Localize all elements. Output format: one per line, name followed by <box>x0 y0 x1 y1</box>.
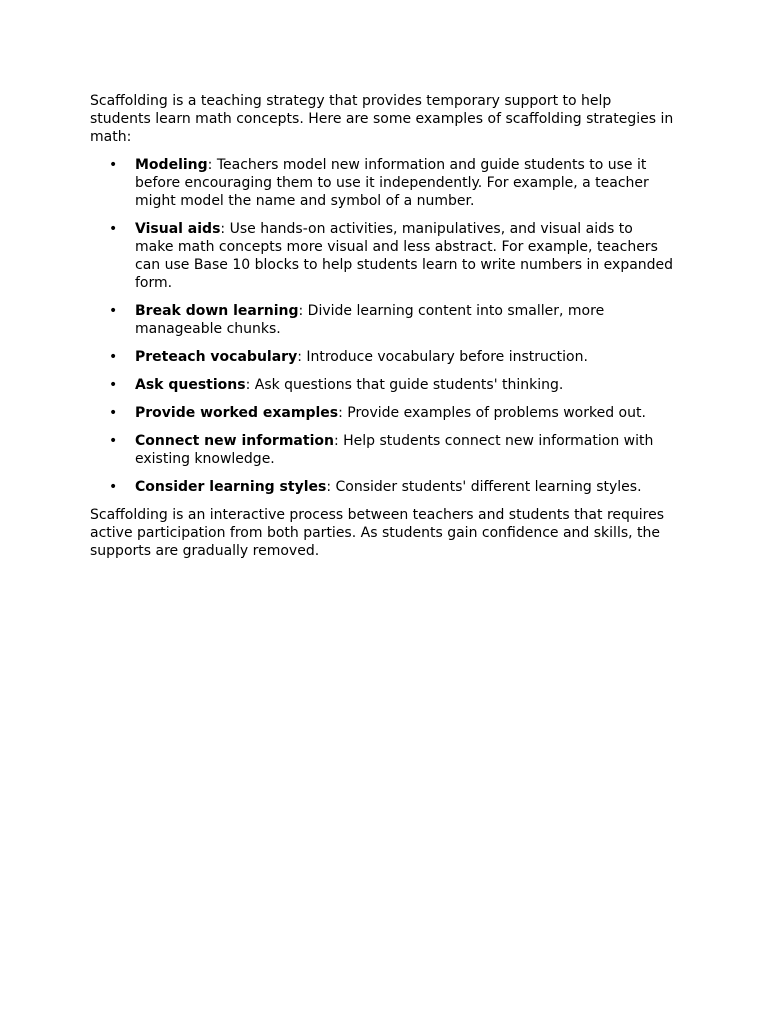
conclusion-paragraph: Scaffolding is an interactive process between teachers and students that requires active participation from both parties. As students gain confidence and skills, the supports are gradually removed. <box>90 507 665 559</box>
strategy-description: : Help students connect new information with existing knowledge. <box>135 433 654 467</box>
list-item <box>90 156 674 210</box>
strategy-description: : Consider students' different learning styles. <box>326 479 642 495</box>
intro-paragraph: Scaffolding is a teaching strategy that provides temporary support to help students learn math concepts. Here are some examples of scaffolding strategies in math: <box>90 93 674 145</box>
bullet-icon: • <box>109 221 118 237</box>
list-item <box>90 404 674 422</box>
strategy-term: Modeling <box>135 157 208 173</box>
strategy-term: Visual aids <box>135 221 221 237</box>
document-body <box>90 92 674 560</box>
bullet-icon: • <box>109 303 118 319</box>
list-item <box>90 220 674 292</box>
bullet-icon: • <box>109 479 118 495</box>
strategy-term: Connect new information <box>135 433 334 449</box>
strategy-description: : Ask questions that guide students' thinking. <box>245 377 564 393</box>
strategy-term: Ask questions <box>135 377 246 393</box>
strategy-term: Consider learning styles <box>135 479 327 495</box>
strategy-term: Break down learning <box>135 303 299 319</box>
bullet-icon: • <box>109 349 118 365</box>
list-item <box>90 348 674 366</box>
list-item <box>90 432 674 468</box>
bullet-icon: • <box>109 377 118 393</box>
list-item <box>90 478 674 496</box>
strategy-description: : Divide learning content into smaller, more manageable chunks. <box>135 303 605 337</box>
list-item <box>90 302 674 338</box>
strategy-description: : Use hands-on activities, manipulatives, and visual aids to make math concepts more visual and less abstract. For example, teachers can use Base 10 blocks to help students learn to write numbers in expanded form. <box>135 221 674 291</box>
strategy-term: Provide worked examples <box>135 405 339 421</box>
strategy-description: : Introduce vocabulary before instruction. <box>297 349 588 365</box>
strategy-term: Preteach vocabulary <box>135 349 298 365</box>
strategy-description: : Teachers model new information and guide students to use it before encouraging them to use it independently. For example, a teacher might model the name and symbol of a number. <box>135 157 649 209</box>
bullet-icon: • <box>109 157 118 173</box>
bullet-icon: • <box>109 405 118 421</box>
bullet-icon: • <box>109 433 118 449</box>
strategy-list <box>90 156 674 496</box>
list-item <box>90 376 674 394</box>
strategy-description: : Provide examples of problems worked out. <box>338 405 646 421</box>
